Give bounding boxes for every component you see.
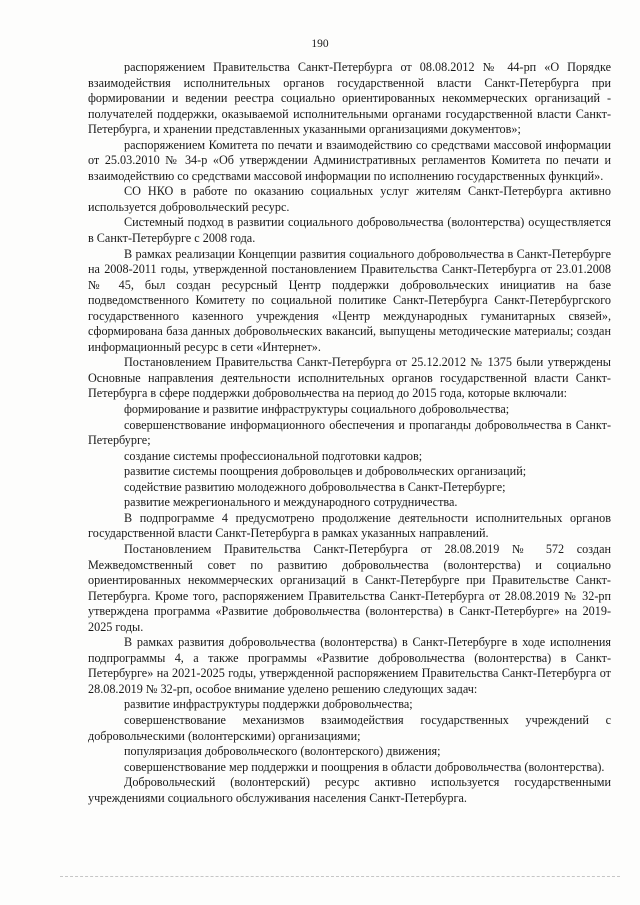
paragraph: Постановлением Правительства Санкт-Петербурга от 28.08.2019 № 572 создан Межведомственный совет по развитию добровольчества (волонтерства) и социально ориентированных некоммерческих организаций в Санкт-Петербурге при Правительстве Санкт-Петербурга. Кроме того, распоряжением Правительства Санкт-Петербурга от 28.08.2019 № 32-рп утверждена программа «Развитие добровольчества (волонтерства) в Санкт-Петербурге» на 2019-2025 годы.	[88, 541, 611, 634]
list-item: развитие межрегионального и международного сотрудничества.	[124, 495, 458, 510]
list-item: формирование и развитие инфраструктуры социального добровольчества;	[124, 402, 510, 417]
list-item: совершенствование механизмов взаимодействия государственных учреждений с добровольческими (волонтерскими) организациями;	[88, 712, 611, 743]
list-item: содействие развитию молодежного добровольчества в Санкт-Петербурге;	[124, 479, 506, 494]
paragraph: распоряжением Комитета по печати и взаимодействию со средствами массовой информации от 25.03.2010 № 34-р «Об утверждении Административных регламентов Комитета по печати и взаимодействию со средствами массовой информации по исполнению государственных функций».	[88, 137, 611, 183]
list-item: популяризация добровольческого (волонтерского) движения;	[124, 744, 441, 759]
paragraph: В подпрограмме 4 предусмотрено продолжение деятельности исполнительных органов государственной власти Санкт-Петербурга в рамках указанных направлений.	[88, 510, 611, 541]
document-body	[88, 60, 611, 806]
scan-edge-line	[60, 876, 620, 877]
list-item: совершенствование мер поддержки и поощрения в области добровольчества (волонтерства).	[124, 759, 605, 774]
list-item: развитие инфраструктуры поддержки добровольчества;	[124, 697, 413, 712]
paragraph: распоряжением Правительства Санкт-Петербурга от 08.08.2012 № 44-рп «О Порядке взаимодействия исполнительных органов государственной власти Санкт-Петербурга при формировании и ведении реестра социально ориентированных некоммерческих организаций - получателей поддержки, оказываемой исполнительными органами государственной власти Санкт-Петербурга, и хранении представленных указанными организациями документов»;	[88, 60, 611, 137]
paragraph: СО НКО в работе по оказанию социальных услуг жителям Санкт-Петербурга активно используется добровольческий ресурс.	[88, 184, 611, 214]
page-number: 190	[311, 38, 329, 50]
list-item: создание системы профессиональной подготовки кадров;	[124, 448, 423, 463]
paragraph: В рамках развития добровольчества (волонтерства) в Санкт-Петербурге в ходе исполнения подпрограммы 4, а также программы «Развитие добровольчества (волонтерства) в Санкт-Петербурге» на 2021-2025 годы, утвержденной распоряжением Правительства Санкт-Петербурга от 28.08.2019 № 32-рп, особое внимание уделено решению следующих задач:	[88, 635, 611, 696]
paragraph: В рамках реализации Концепции развития социального добровольчества в Санкт-Петербурге на 2008-2011 годы, утвержденной постановлением Правительства Санкт-Петербурга от 23.01.2008 № 45, был создан ресурсный Центр поддержки добровольческих инициатив на базе подведомственного Комитету по социальной политике Санкт-Петербурга Санкт-Петербургского государственного казенного учреждения «Центр международных гуманитарных связей», сформирована база данных добровольческих вакансий, выпущены методические материалы; создан информационный ресурс в сети «Интернет».	[88, 246, 611, 354]
paragraph: Системный подход в развитии социального добровольчества (волонтерства) осуществляется в Санкт-Петербурге с 2008 года.	[88, 215, 611, 246]
paragraph: Постановлением Правительства Санкт-Петербурга от 25.12.2012 № 1375 были утверждены Основные направления деятельности исполнительных органов государственной власти Санкт-Петербурга в сфере поддержки добровольчества на период до 2015 года, которые включали:	[88, 355, 611, 401]
list-item: совершенствование информационного обеспечения и пропаганды добровольчества в Санкт-Петербурге;	[88, 417, 611, 448]
paragraph: Добровольческий (волонтерский) ресурс активно используется государственными учреждениями социального обслуживания населения Санкт-Петербурга.	[88, 775, 611, 805]
list-item: развитие системы поощрения добровольцев и добровольческих организаций;	[124, 464, 527, 479]
